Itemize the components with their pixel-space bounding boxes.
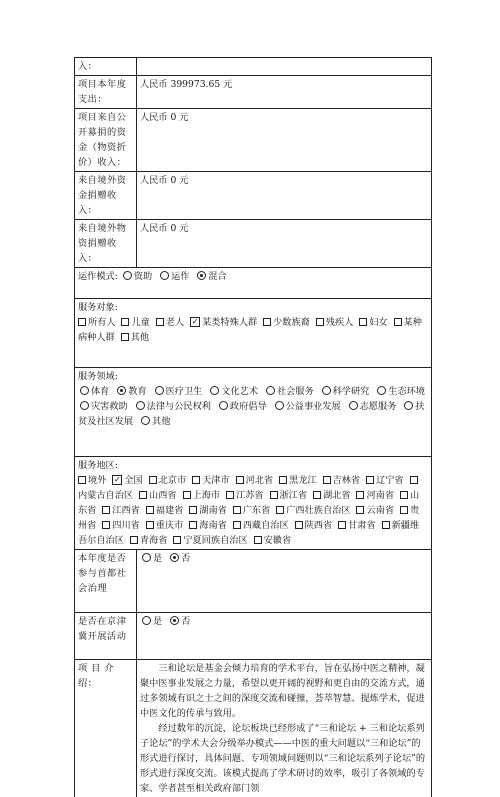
option-label: 湖南省 [199,505,227,516]
service-regions-option[interactable] [102,505,142,516]
checkbox-icon[interactable] [233,521,241,529]
option-label: 贵州省 [78,505,420,531]
checkbox-icon[interactable] [366,476,374,484]
service-fields-option[interactable] [217,401,270,412]
radio-circle-icon[interactable] [377,386,386,395]
radio-circle-icon[interactable] [219,401,228,410]
option-label: 运作 [171,271,190,282]
public-fundraising-label: 项目来自公开募捐的资金（物资折价）收入： [75,109,137,171]
radio-circle-icon[interactable] [123,271,132,280]
service-regions-option[interactable] [323,475,363,486]
checkbox-icon[interactable] [295,521,303,529]
service-regions-option[interactable] [173,535,250,546]
capital-governance-option[interactable] [168,553,190,564]
radio-circle-icon[interactable] [266,386,275,395]
checkbox-icon[interactable] [173,536,181,544]
option-label: 陕西省 [304,520,333,531]
jingjinji-option[interactable] [168,616,190,627]
checkbox-icon[interactable] [149,476,157,484]
checkbox-icon[interactable] [236,476,244,484]
option-label: 体育 [91,386,110,397]
service-fields-option[interactable] [208,386,261,397]
checkbox-icon[interactable] [356,491,364,499]
service-regions-label: 服务地区: [78,460,118,471]
service-regions-option[interactable] [356,490,396,501]
option-label: 河北省 [245,475,274,486]
option-label: 北京市 [158,475,187,486]
option-label: 文化艺术 [221,386,259,397]
service-targets-cell [75,299,431,367]
service-fields-option[interactable] [347,401,400,412]
option-label: 黑龙江 [289,475,317,486]
service-fields-cell [75,368,431,456]
option-label: 所有人 [88,317,116,328]
option-label: 生态环境 [388,386,426,397]
service-regions-option[interactable] [236,475,276,486]
service-regions-option[interactable] [276,505,353,516]
option-label: 河南省 [366,490,395,501]
project-intro-paragraph-2: 经过数年的沉淀，论坛板块已经形成了“三和论坛 + 三和论坛系列子论坛”的学术大会分级举办模式——中医的重大问题以“三和论坛”的形式进行探讨，具体问题、专项领域问题则以“三和论坛系列子论坛”的形式进行深度交流。该模式提高了学术研讨的效率，吸引了各领域的专家、学者甚至相关政府部门领 [140,723,426,794]
option-label: 灾害救助 [91,401,128,412]
option-label: 全国 [124,475,143,486]
checkbox-icon[interactable] [279,476,287,484]
checkbox-icon[interactable] [276,506,284,514]
option-label: 广西壮族自治区 [286,505,351,516]
option-label: 山东省 [78,490,420,516]
checkbox-icon[interactable] [102,521,110,529]
service-fields-option[interactable] [264,386,317,397]
project-intro-paragraph-1: 三和论坛是基金会倾力培育的学术平台，旨在弘扬中医之精神，凝聚中医事业发展之力量，希望以更开阔的视野和更自由的交流方式，通过多领域有识之士之间的深度交流和碰撞，荟萃智慧、提炼学术，促进中医文化的传承与致用。 [140,663,425,719]
service-fields-options [78,384,428,429]
service-targets-options [78,315,428,345]
row-service-fields [74,368,432,457]
radio-circle-icon[interactable] [197,271,206,280]
checkbox-icon[interactable] [338,521,346,529]
checkbox-icon[interactable] [382,521,390,529]
radio-circle-icon[interactable] [80,401,89,410]
service-fields-label: 服务领域: [78,371,118,382]
overseas-funds-label: 来自境外资金捐赠收入： [75,172,137,219]
service-targets-option[interactable] [263,317,313,328]
service-fields-option[interactable] [139,416,170,427]
service-targets-option[interactable] [121,332,149,343]
option-label: 科学研究 [332,386,370,397]
option-label: 医疗卫生 [165,386,203,397]
overseas-materials-value: 人民币 0 元 [140,223,189,234]
row-overseas-funds [74,172,432,220]
service-fields-option[interactable] [375,386,425,397]
service-regions-option[interactable] [146,505,186,516]
checked-box-icon[interactable]: ✓ [113,474,121,484]
service-regions-option[interactable] [149,475,189,486]
option-label: 妇女 [369,317,388,328]
row-project-intro [74,660,432,797]
checkbox-icon[interactable] [189,521,197,529]
service-regions-option[interactable] [139,490,179,501]
option-label: 老人 [165,317,185,328]
service-regions-option[interactable] [189,505,229,516]
option-label: 社会服务 [276,386,314,397]
option-label: 江西省 [112,505,140,516]
radio-circle-icon[interactable] [170,553,179,562]
operation-mode-label: 运作模式: [78,271,118,282]
option-label: 新疆维吾尔自治区 [78,520,420,546]
service-fields-option[interactable] [134,401,214,412]
option-label: 否 [181,553,191,564]
operation-mode-option[interactable] [121,271,155,282]
checkbox-icon[interactable] [156,318,164,326]
service-regions-cell [75,457,431,549]
service-regions-option[interactable] [338,520,378,531]
jingjinji-option[interactable] [140,616,165,627]
radio-circle-icon[interactable] [117,386,126,395]
operation-mode-options [121,271,230,282]
option-label: 广东省 [242,505,271,516]
operation-mode-option[interactable] [195,271,226,282]
radio-circle-icon[interactable] [136,401,145,410]
option-label: 甘肃省 [348,520,376,531]
checkbox-icon[interactable] [121,333,129,341]
option-label: 某种病种人群 [78,317,422,343]
checkbox-icon[interactable] [394,318,402,326]
service-fields-option[interactable] [273,401,344,412]
option-label: 重庆市 [155,520,184,531]
service-regions-option[interactable] [146,520,186,531]
option-label: 法律与公民权利 [146,401,211,412]
service-regions-option[interactable] [233,505,273,516]
checked-box-icon[interactable]: ✓ [191,316,199,326]
option-label: 教育 [128,386,147,397]
checkbox-icon[interactable] [146,506,154,514]
row-jingjinji [74,613,432,660]
service-regions-option[interactable] [295,520,335,531]
operation-mode-option[interactable] [158,271,192,282]
radio-circle-icon[interactable] [160,271,169,280]
option-label: 辽宁省 [376,475,404,486]
option-label: 山西省 [149,490,177,501]
option-label: 福建省 [155,505,184,516]
checkbox-icon[interactable] [192,476,200,484]
service-targets-option[interactable] [156,317,187,328]
service-regions-option[interactable] [313,490,353,501]
service-fields-option[interactable] [78,401,131,412]
option-label: 其他 [152,416,171,427]
row-overseas-materials [74,220,432,268]
radio-circle-icon[interactable] [142,553,151,562]
service-regions-option[interactable] [279,475,319,486]
option-label: 西藏自治区 [242,520,289,531]
jingjinji-options [137,613,431,659]
annual-expenditure-label: 项目本年度支出： [75,76,137,108]
option-label: 云南省 [366,505,395,516]
option-label: 是 [153,616,163,627]
checkbox-icon[interactable] [189,506,197,514]
checkbox-icon[interactable] [130,536,138,544]
row-operation-mode [74,268,432,299]
row-service-targets [74,299,432,368]
option-label: 扶贫及社区发展 [78,401,425,427]
option-label: 内蒙古自治区 [78,490,134,501]
service-targets-option[interactable] [190,317,260,328]
overseas-materials-label: 来自境外物资捐赠收入： [75,220,137,267]
row-public-fundraising [74,109,432,172]
checkbox-icon[interactable] [270,491,278,499]
option-label: 残疾人 [325,317,354,328]
operation-mode-cell [75,268,431,298]
service-regions-option[interactable] [130,535,170,546]
option-label: 志愿服务 [359,401,397,412]
option-label: 政府倡导 [229,401,267,412]
checkbox-icon[interactable] [78,318,86,326]
annual-expenditure-value: 人民币 399973.65 元 [140,79,233,90]
service-regions-option[interactable] [356,505,396,516]
service-targets-option[interactable] [121,317,152,328]
checkbox-icon[interactable] [356,506,364,514]
service-regions-option[interactable] [233,520,292,531]
service-regions-option[interactable] [112,475,145,486]
overseas-funds-value: 人民币 0 元 [140,175,189,186]
capital-governance-options [137,550,431,612]
radio-circle-icon[interactable] [141,416,150,425]
option-label: 境外 [88,475,107,486]
checkbox-icon[interactable] [263,318,271,326]
radio-circle-icon[interactable] [322,386,331,395]
public-fundraising-value: 人民币 0 元 [140,112,189,123]
checkbox-icon[interactable] [359,318,367,326]
checkbox-icon[interactable] [139,491,147,499]
radio-circle-icon[interactable] [155,386,164,395]
radio-circle-icon[interactable] [404,401,413,410]
option-label: 其他 [130,332,150,343]
option-label: 湖北省 [322,490,351,501]
row-capital-governance [74,550,432,613]
service-regions-option[interactable] [226,490,266,501]
option-label: 吉林省 [332,475,361,486]
service-fields-option[interactable] [115,386,149,397]
row-income-fragment [74,58,432,76]
service-regions-option[interactable] [183,490,223,501]
project-intro-label: 项 目 介绍： [75,660,137,797]
service-fields-option[interactable] [320,386,373,397]
row-annual-expenditure [74,76,432,109]
capital-governance-option[interactable] [140,553,165,564]
project-info-form [74,57,432,797]
option-label: 少数族裔 [273,317,310,328]
service-regions-option[interactable] [192,475,232,486]
service-regions-option[interactable] [366,475,406,486]
income-fragment-value [137,58,431,75]
radio-circle-icon[interactable] [80,386,89,395]
checkbox-icon[interactable] [146,521,154,529]
service-targets-label: 服务对象: [78,302,118,313]
checkbox-icon[interactable] [78,476,86,484]
option-label: 儿童 [131,317,150,328]
radio-circle-icon[interactable] [349,401,358,410]
checkbox-icon[interactable] [313,491,321,499]
option-label: 安徽省 [263,535,292,546]
service-regions-option[interactable] [102,520,142,531]
checkbox-icon[interactable] [226,491,234,499]
option-label: 江苏省 [236,490,264,501]
option-label: 海南省 [199,520,227,531]
radio-circle-icon[interactable] [142,616,151,625]
capital-governance-label: 本年度是否参与首都社会治理 [75,550,137,612]
option-label: 上海市 [192,490,221,501]
checkbox-icon[interactable] [121,318,129,326]
service-targets-option[interactable] [78,317,118,328]
service-fields-option[interactable] [78,386,112,397]
checkbox-icon[interactable] [254,536,262,544]
service-targets-option[interactable] [316,317,356,328]
option-label: 某类特殊人群 [202,317,258,328]
checkbox-icon[interactable] [400,506,408,514]
option-label: 否 [181,616,191,627]
checkbox-icon[interactable] [233,506,241,514]
option-label: 天津市 [202,475,230,486]
service-regions-option[interactable] [254,535,292,546]
row-service-regions [74,457,432,550]
option-label: 浙江省 [279,490,308,501]
radio-circle-icon[interactable] [170,616,179,625]
checkbox-icon[interactable] [400,491,408,499]
option-label: 公益事业发展 [285,401,341,412]
option-label: 宁夏回族自治区 [183,535,248,546]
checkbox-icon[interactable] [102,506,110,514]
option-label: 青海省 [139,535,168,546]
service-targets-option[interactable] [359,317,390,328]
project-intro-content [137,660,431,797]
option-label: 四川省 [112,520,140,531]
option-label: 是 [153,553,163,564]
service-fields-option[interactable] [153,386,206,397]
service-regions-option[interactable] [189,520,229,531]
option-label: 混合 [208,271,227,282]
radio-circle-icon[interactable] [210,386,219,395]
option-label: 资助 [133,271,153,282]
income-fragment-label: 入： [75,58,137,75]
service-regions-option[interactable] [270,490,310,501]
service-regions-option[interactable] [78,475,109,486]
radio-circle-icon[interactable] [275,401,284,410]
checkbox-icon[interactable] [323,476,331,484]
jingjinji-label: 是否在京津冀开展活动 [75,613,137,659]
service-regions-options [78,473,428,548]
checkbox-icon[interactable] [183,491,191,499]
checkbox-icon[interactable] [316,318,324,326]
checkbox-icon[interactable] [410,476,418,484]
